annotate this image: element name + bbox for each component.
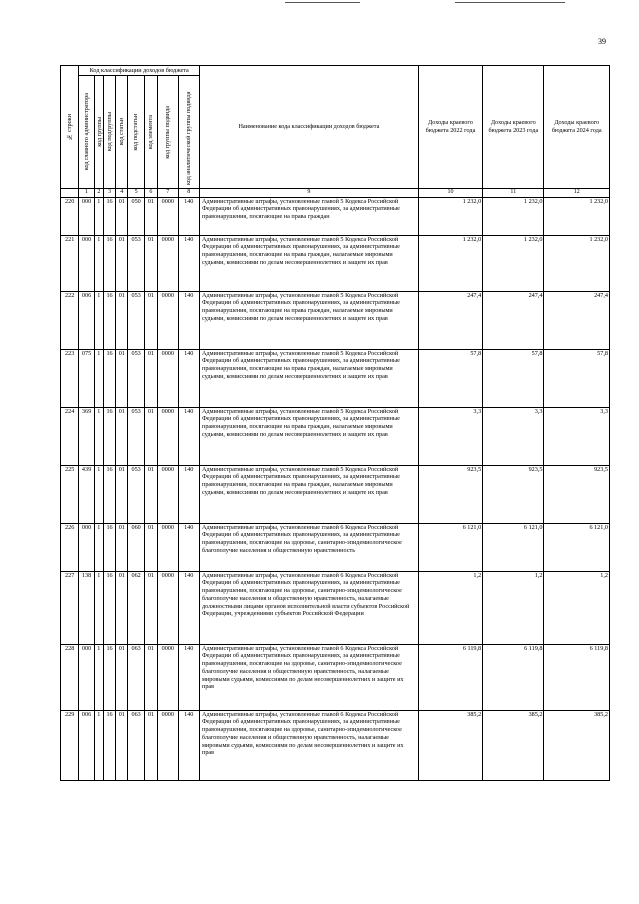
- header-subarticle-code: код подстатьи: [128, 76, 144, 189]
- article-code-cell: 01: [116, 710, 128, 780]
- element-code-cell: 01: [144, 523, 157, 571]
- subgroup-code-cell: 16: [103, 291, 115, 349]
- income-2024-cell: 57,8: [544, 349, 610, 407]
- admin-code-cell: 439: [79, 465, 94, 523]
- income-2023-cell: 6 121,0: [483, 523, 544, 571]
- subgroup-code-cell: 16: [103, 407, 115, 465]
- income-2024-cell: 1,2: [544, 571, 610, 644]
- subarticle-code-cell: 053: [128, 407, 144, 465]
- analytic-group-code-cell: 140: [178, 571, 200, 644]
- analytic-group-code-cell: 140: [178, 197, 200, 235]
- analytic-group-code-cell: 140: [178, 710, 200, 780]
- column-number-blank: [61, 189, 79, 198]
- income-2024-cell: 3,3: [544, 407, 610, 465]
- subtype-group-code-cell: 0000: [158, 197, 178, 235]
- income-2022-cell: 247,4: [418, 291, 482, 349]
- group-code-cell: 1: [94, 291, 103, 349]
- analytic-group-code-cell: 140: [178, 465, 200, 523]
- table-row: [61, 523, 610, 571]
- header-group-code: код группы: [94, 76, 103, 189]
- group-code-cell: 1: [94, 235, 103, 291]
- column-number-row: [61, 189, 610, 198]
- page-number: 39: [598, 37, 606, 46]
- subgroup-code-cell: 16: [103, 571, 115, 644]
- income-2022-cell: 6 119,8: [418, 644, 482, 710]
- header-row-number: № строки: [61, 66, 79, 189]
- group-code-cell: 1: [94, 197, 103, 235]
- admin-code-cell: 006: [79, 291, 94, 349]
- income-2022-cell: 1,2: [418, 571, 482, 644]
- income-name-cell: Административные штрафы, установленные главой 5 Кодекса Российской Федерации об административных правонарушениях, за административные правонарушения, посягающие на права граждан, налагаемые мировыми судьями, комиссиями по делам несовершеннолетних и защите их прав: [200, 465, 419, 523]
- income-2024-cell: 6 119,8: [544, 644, 610, 710]
- income-2022-cell: 385,2: [418, 710, 482, 780]
- group-code-cell: 1: [94, 571, 103, 644]
- element-code-cell: 01: [144, 235, 157, 291]
- header-income-2024: Доходы краевого бюджета 2024 года: [544, 66, 610, 189]
- article-code-cell: 01: [116, 291, 128, 349]
- income-name-cell: Административные штрафы, установленные главой 6 Кодекса Российской Федерации об административных правонарушениях, за административные правонарушения, посягающие на здоровье, санитарно-эпидемиологическое благополучие населения и общественную нравственность, налагаемые мировыми судьями, комиссиями по делам несовершеннолетних и защите их прав: [200, 710, 419, 780]
- subtype-group-code-cell: 0000: [158, 644, 178, 710]
- subtype-group-code-cell: 0000: [158, 235, 178, 291]
- header-subtype-group-code: код группы подвида: [158, 76, 178, 189]
- element-code-cell: 01: [144, 197, 157, 235]
- income-2022-cell: 6 121,0: [418, 523, 482, 571]
- income-2023-cell: 385,2: [483, 710, 544, 780]
- header-analytic-group-code: код аналитической группы подвида: [178, 76, 200, 189]
- row-number-cell: 226: [61, 523, 79, 571]
- article-code-cell: 01: [116, 465, 128, 523]
- income-name-cell: Административные штрафы, установленные главой 6 Кодекса Российской Федерации об административных правонарушениях, за административные правонарушения, посягающие на здоровье, санитарно-эпидемиологическое благополучие населения и общественную нравственность, налагаемые должностными лицами органов исполнительной власти субъектов Российской Федерации, учреждениями субъектов Российской Федерации: [200, 571, 419, 644]
- subarticle-code-cell: 050: [128, 197, 144, 235]
- analytic-group-code-cell: 140: [178, 523, 200, 571]
- analytic-group-code-cell: 140: [178, 235, 200, 291]
- column-number: 7: [158, 189, 178, 198]
- analytic-group-code-cell: 140: [178, 291, 200, 349]
- subarticle-code-cell: 053: [128, 465, 144, 523]
- row-number-cell: 224: [61, 407, 79, 465]
- income-2023-cell: 247,4: [483, 291, 544, 349]
- table-row: [61, 349, 610, 407]
- subarticle-code-cell: 063: [128, 644, 144, 710]
- subarticle-code-cell: 053: [128, 349, 144, 407]
- subarticle-code-cell: 060: [128, 523, 144, 571]
- subgroup-code-cell: 16: [103, 197, 115, 235]
- subgroup-code-cell: 16: [103, 235, 115, 291]
- subarticle-code-cell: 053: [128, 235, 144, 291]
- income-name-cell: Административные штрафы, установленные главой 5 Кодекса Российской Федерации об административных правонарушениях, за административные правонарушения, посягающие на права граждан, налагаемые мировыми судьями, комиссиями по делам несовершеннолетних и защите их прав: [200, 291, 419, 349]
- income-2022-cell: 923,5: [418, 465, 482, 523]
- subgroup-code-cell: 16: [103, 349, 115, 407]
- income-2023-cell: 923,5: [483, 465, 544, 523]
- row-number-cell: 229: [61, 710, 79, 780]
- income-name-cell: Административные штрафы, установленные главой 5 Кодекса Российской Федерации об административных правонарушениях, за административные правонарушения, посягающие на права граждан: [200, 197, 419, 235]
- income-2023-cell: 1 232,0: [483, 235, 544, 291]
- column-number: 10: [418, 189, 482, 198]
- group-code-cell: 1: [94, 465, 103, 523]
- scan-top-line: [285, 2, 360, 3]
- admin-code-cell: 000: [79, 523, 94, 571]
- row-number-cell: 223: [61, 349, 79, 407]
- admin-code-cell: 369: [79, 407, 94, 465]
- header-income-2022: Доходы краевого бюджета 2022 года: [418, 66, 482, 189]
- column-number: 8: [178, 189, 200, 198]
- row-number-cell: 222: [61, 291, 79, 349]
- subarticle-code-cell: 053: [128, 291, 144, 349]
- table-row: [61, 571, 610, 644]
- header-element-code: код элемента: [144, 76, 157, 189]
- row-number-cell: 227: [61, 571, 79, 644]
- income-2022-cell: 3,3: [418, 407, 482, 465]
- subgroup-code-cell: 16: [103, 644, 115, 710]
- table-row: [61, 644, 610, 710]
- income-2023-cell: 6 119,8: [483, 644, 544, 710]
- article-code-cell: 01: [116, 644, 128, 710]
- analytic-group-code-cell: 140: [178, 407, 200, 465]
- column-number: 4: [116, 189, 128, 198]
- article-code-cell: 01: [116, 235, 128, 291]
- subtype-group-code-cell: 0000: [158, 291, 178, 349]
- income-2023-cell: 3,3: [483, 407, 544, 465]
- table-row: [61, 710, 610, 780]
- income-name-cell: Административные штрафы, установленные главой 5 Кодекса Российской Федерации об административных правонарушениях, за административные правонарушения, посягающие на права граждан, налагаемые мировыми судьями, комиссиями по делам несовершеннолетних и защите их прав: [200, 235, 419, 291]
- row-number-cell: 228: [61, 644, 79, 710]
- income-name-cell: Административные штрафы, установленные главой 6 Кодекса Российской Федерации об административных правонарушениях, за административные правонарушения, посягающие на здоровье, санитарно-эпидемиологическое благополучие населения и общественную нравственность: [200, 523, 419, 571]
- header-article-code: код статьи: [116, 76, 128, 189]
- element-code-cell: 01: [144, 465, 157, 523]
- article-code-cell: 01: [116, 523, 128, 571]
- group-code-cell: 1: [94, 349, 103, 407]
- column-number: 9: [200, 189, 419, 198]
- article-code-cell: 01: [116, 197, 128, 235]
- column-number: 5: [128, 189, 144, 198]
- subtype-group-code-cell: 0000: [158, 523, 178, 571]
- income-2023-cell: 1 232,0: [483, 197, 544, 235]
- column-number: 11: [483, 189, 544, 198]
- income-2024-cell: 247,4: [544, 291, 610, 349]
- group-code-cell: 1: [94, 523, 103, 571]
- income-2024-cell: 385,2: [544, 710, 610, 780]
- scan-top-line: [455, 2, 565, 3]
- column-number: 12: [544, 189, 610, 198]
- table-row: [61, 291, 610, 349]
- subarticle-code-cell: 062: [128, 571, 144, 644]
- element-code-cell: 01: [144, 571, 157, 644]
- element-code-cell: 01: [144, 644, 157, 710]
- admin-code-cell: 075: [79, 349, 94, 407]
- income-2022-cell: 1 232,0: [418, 235, 482, 291]
- table-body: [61, 197, 610, 780]
- income-name-cell: Административные штрафы, установленные главой 5 Кодекса Российской Федерации об административных правонарушениях, за административные правонарушения, посягающие на права граждан, налагаемые мировыми судьями, комиссиями по делам несовершеннолетних и защите их прав: [200, 349, 419, 407]
- table-row: [61, 465, 610, 523]
- group-code-cell: 1: [94, 644, 103, 710]
- row-number-cell: 220: [61, 197, 79, 235]
- income-name-cell: Административные штрафы, установленные главой 6 Кодекса Российской Федерации об административных правонарушениях, за административные правонарушения, посягающие на здоровье, санитарно-эпидемиологическое благополучие населения и общественную нравственность, налагаемые мировыми судьями, комиссиями по делам несовершеннолетних и защите их прав: [200, 644, 419, 710]
- admin-code-cell: 000: [79, 644, 94, 710]
- subgroup-code-cell: 16: [103, 465, 115, 523]
- income-2022-cell: 57,8: [418, 349, 482, 407]
- article-code-cell: 01: [116, 349, 128, 407]
- element-code-cell: 01: [144, 407, 157, 465]
- subtype-group-code-cell: 0000: [158, 349, 178, 407]
- income-2024-cell: 1 232,0: [544, 235, 610, 291]
- article-code-cell: 01: [116, 571, 128, 644]
- element-code-cell: 01: [144, 349, 157, 407]
- subtype-group-code-cell: 0000: [158, 407, 178, 465]
- header-name: Наименование кода классификации доходов бюджета: [200, 66, 419, 189]
- income-name-cell: Административные штрафы, установленные главой 5 Кодекса Российской Федерации об административных правонарушениях, за административные правонарушения, посягающие на права граждан, налагаемые мировыми судьями, комиссиями по делам несовершеннолетних и защите их прав: [200, 407, 419, 465]
- table-row: [61, 407, 610, 465]
- element-code-cell: 01: [144, 291, 157, 349]
- header-classification-group: Код классификации доходов бюджета: [79, 66, 200, 76]
- group-code-cell: 1: [94, 710, 103, 780]
- income-2023-cell: 1,2: [483, 571, 544, 644]
- row-number-cell: 225: [61, 465, 79, 523]
- budget-income-table: [60, 65, 610, 781]
- column-number: 6: [144, 189, 157, 198]
- subarticle-code-cell: 063: [128, 710, 144, 780]
- article-code-cell: 01: [116, 407, 128, 465]
- group-code-cell: 1: [94, 407, 103, 465]
- income-2024-cell: 6 121,0: [544, 523, 610, 571]
- subgroup-code-cell: 16: [103, 523, 115, 571]
- element-code-cell: 01: [144, 710, 157, 780]
- row-number-cell: 221: [61, 235, 79, 291]
- analytic-group-code-cell: 140: [178, 644, 200, 710]
- table-row: [61, 197, 610, 235]
- column-number: 3: [103, 189, 115, 198]
- admin-code-cell: 000: [79, 235, 94, 291]
- column-number: 2: [94, 189, 103, 198]
- header-admin-code: код главного администратора: [79, 76, 94, 189]
- income-2023-cell: 57,8: [483, 349, 544, 407]
- income-2022-cell: 1 232,0: [418, 197, 482, 235]
- header-subgroup-code: код подгруппы: [103, 76, 115, 189]
- admin-code-cell: 000: [79, 197, 94, 235]
- subgroup-code-cell: 16: [103, 710, 115, 780]
- admin-code-cell: 138: [79, 571, 94, 644]
- admin-code-cell: 006: [79, 710, 94, 780]
- subtype-group-code-cell: 0000: [158, 465, 178, 523]
- header-income-2023: Доходы краевого бюджета 2023 года: [483, 66, 544, 189]
- subtype-group-code-cell: 0000: [158, 710, 178, 780]
- income-2024-cell: 1 232,0: [544, 197, 610, 235]
- table-row: [61, 235, 610, 291]
- income-2024-cell: 923,5: [544, 465, 610, 523]
- subtype-group-code-cell: 0000: [158, 571, 178, 644]
- column-number: 1: [79, 189, 94, 198]
- analytic-group-code-cell: 140: [178, 349, 200, 407]
